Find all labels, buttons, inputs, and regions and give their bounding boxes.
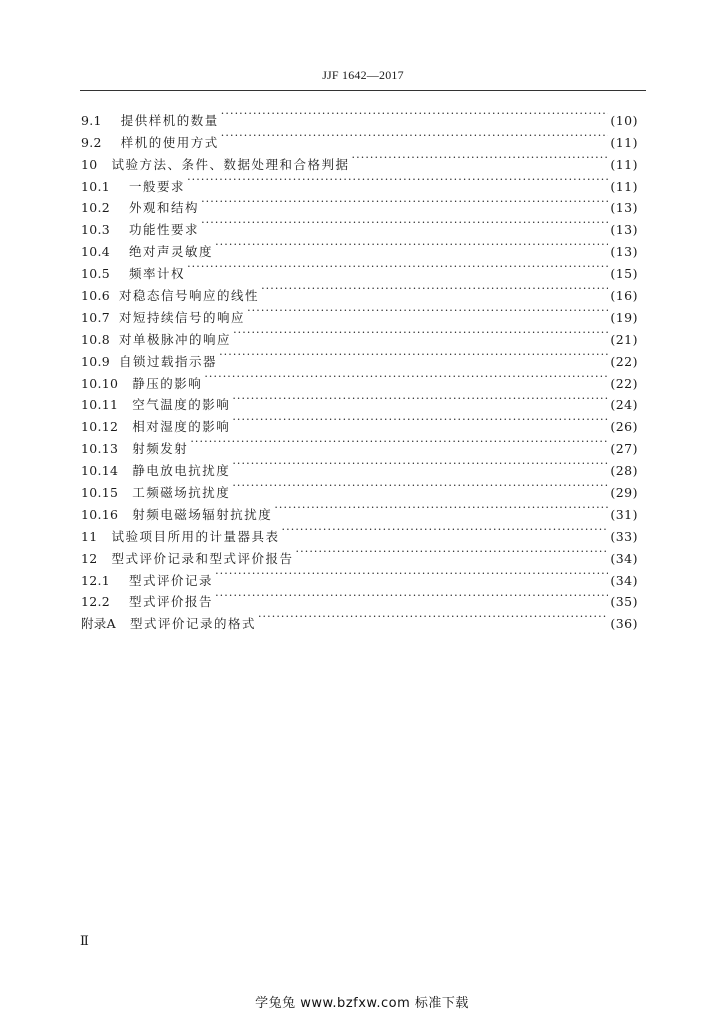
footer-watermark: 学兔兔 www.bzfxw.com 标准下载 — [255, 996, 469, 1011]
toc-entry — [81, 103, 638, 128]
toc-entry-title: 样机的使用方式 — [120, 134, 219, 150]
toc-leader-dots — [215, 563, 608, 585]
toc-entry-page: (28) — [610, 463, 638, 479]
toc-entry-number: 10.10 — [81, 375, 119, 391]
toc-entry-title: 相对湿度的影响 — [132, 419, 231, 435]
toc-entry-page: (22) — [610, 353, 638, 369]
toc-entry-number: 10.2 — [81, 200, 111, 216]
toc-entry-number: 12.2 — [81, 594, 111, 610]
toc-entry-title: 型式评价报告 — [129, 594, 214, 610]
toc-entry-page: (13) — [610, 244, 638, 260]
toc-leader-dots — [274, 497, 608, 519]
toc-entry-number: 12.1 — [81, 572, 111, 588]
toc-entry-page: (33) — [610, 528, 638, 544]
toc-entry-title: 型式评价记录的格式 — [129, 616, 256, 632]
header-rule — [80, 90, 646, 91]
toc-leader-dots — [221, 125, 609, 147]
toc-leader-dots — [232, 409, 608, 431]
toc-entry-title: 提供样机的数量 — [120, 112, 219, 128]
toc-entry-page: (26) — [610, 419, 638, 435]
toc-leader-dots — [215, 234, 608, 256]
toc-leader-dots — [232, 388, 608, 410]
toc-leader-dots — [187, 169, 608, 191]
toc-leader-dots — [232, 453, 608, 475]
toc-entry-page: (36) — [610, 616, 638, 632]
page-number: Ⅱ — [80, 934, 89, 949]
toc-leader-dots — [282, 519, 609, 541]
toc-leader-dots — [247, 300, 608, 322]
toc-leader-dots — [190, 431, 608, 453]
toc-entry-number: 10.1 — [81, 178, 111, 194]
toc-entry-page: (22) — [610, 375, 638, 391]
toc-entry-title: 一般要求 — [129, 178, 186, 194]
toc-entry-title: 射频电磁场辐射抗扰度 — [132, 506, 273, 522]
toc-entry-number: 10.15 — [81, 485, 119, 501]
toc-entry-page: (31) — [610, 506, 638, 522]
toc-entry-page: (35) — [610, 594, 638, 610]
toc-leader-dots — [258, 606, 608, 628]
toc-entry-number: 9.2 — [81, 134, 102, 150]
toc-entry-page: (11) — [610, 156, 638, 172]
toc-entry-title: 频率计权 — [129, 266, 186, 282]
standard-code-header: JJF 1642—2017 — [322, 68, 404, 82]
toc-leader-dots — [296, 541, 609, 563]
toc-entry-number: 10.8 — [81, 331, 111, 347]
toc-entry-title: 功能性要求 — [129, 222, 200, 238]
toc-entry-page: (13) — [610, 222, 638, 238]
toc-entry-page: (34) — [610, 572, 638, 588]
toc-entry-title: 试验项目所用的计量器具表 — [111, 528, 280, 544]
toc-entry-number: 10.5 — [81, 266, 111, 282]
toc-leader-dots — [221, 103, 609, 125]
toc-entry-title: 型式评价记录和型式评价报告 — [111, 550, 294, 566]
toc-entry-title: 对单极脉冲的响应 — [119, 331, 232, 347]
toc-entry-title: 自锁过载指示器 — [119, 353, 218, 369]
toc-entry-number: 10.11 — [81, 397, 119, 413]
toc-entry-title: 外观和结构 — [129, 200, 200, 216]
toc-entry-title: 绝对声灵敏度 — [129, 244, 214, 260]
toc-entry-number: 11 — [81, 528, 98, 544]
toc-entry-number: 10.6 — [81, 288, 111, 304]
toc-leader-dots — [232, 475, 608, 497]
toc-leader-dots — [219, 344, 608, 366]
toc-entry-page: (34) — [610, 550, 638, 566]
toc-entry-number: 附录A — [81, 616, 116, 632]
toc-leader-dots — [201, 212, 608, 234]
toc-leader-dots — [204, 366, 608, 388]
toc-leader-dots — [215, 585, 608, 607]
toc-leader-dots — [187, 256, 608, 278]
toc-entry-number: 10.16 — [81, 506, 119, 522]
toc-entry-number: 12 — [81, 550, 98, 566]
toc-entry-page: (15) — [610, 266, 638, 282]
toc-entry-page: (29) — [610, 485, 638, 501]
toc-leader-dots — [261, 278, 608, 300]
toc-entry-page: (11) — [610, 178, 638, 194]
toc-entry-page: (10) — [610, 112, 638, 128]
toc-entry-title: 静压的影响 — [132, 375, 203, 391]
toc-entry-title: 对短持续信号的响应 — [119, 309, 246, 325]
toc-entry-page: (13) — [610, 200, 638, 216]
toc-entry-number: 10.7 — [81, 309, 111, 325]
toc-entry-title: 型式评价记录 — [129, 572, 214, 588]
toc-leader-dots — [352, 147, 609, 169]
toc-entry-title: 工频磁场抗扰度 — [132, 485, 231, 501]
toc-entry-number: 10.3 — [81, 222, 111, 238]
toc-entry-number: 10 — [81, 156, 98, 172]
toc-entry-page: (16) — [610, 288, 638, 304]
toc-entry-title: 静电放电抗扰度 — [132, 463, 231, 479]
toc-entry-number: 10.12 — [81, 419, 119, 435]
toc-entry-number: 9.1 — [81, 112, 102, 128]
toc-entry-page: (24) — [610, 397, 638, 413]
toc-entry-title: 空气温度的影响 — [132, 397, 231, 413]
toc-entry-page: (11) — [610, 134, 638, 150]
toc-entry-number: 10.4 — [81, 244, 111, 260]
toc-leader-dots — [201, 191, 608, 213]
toc-entry-page: (21) — [610, 331, 638, 347]
toc-entry-number: 10.13 — [81, 441, 119, 457]
toc-entry-title: 试验方法、条件、数据处理和合格判据 — [111, 156, 350, 172]
table-of-contents — [81, 103, 638, 632]
toc-entry-title: 对稳态信号响应的线性 — [119, 288, 260, 304]
toc-entry-title: 射频发射 — [132, 441, 189, 457]
toc-entry-page: (27) — [610, 441, 638, 457]
toc-entry-number: 10.9 — [81, 353, 111, 369]
toc-entry-number: 10.14 — [81, 463, 119, 479]
toc-leader-dots — [233, 322, 608, 344]
toc-entry-page: (19) — [610, 309, 638, 325]
